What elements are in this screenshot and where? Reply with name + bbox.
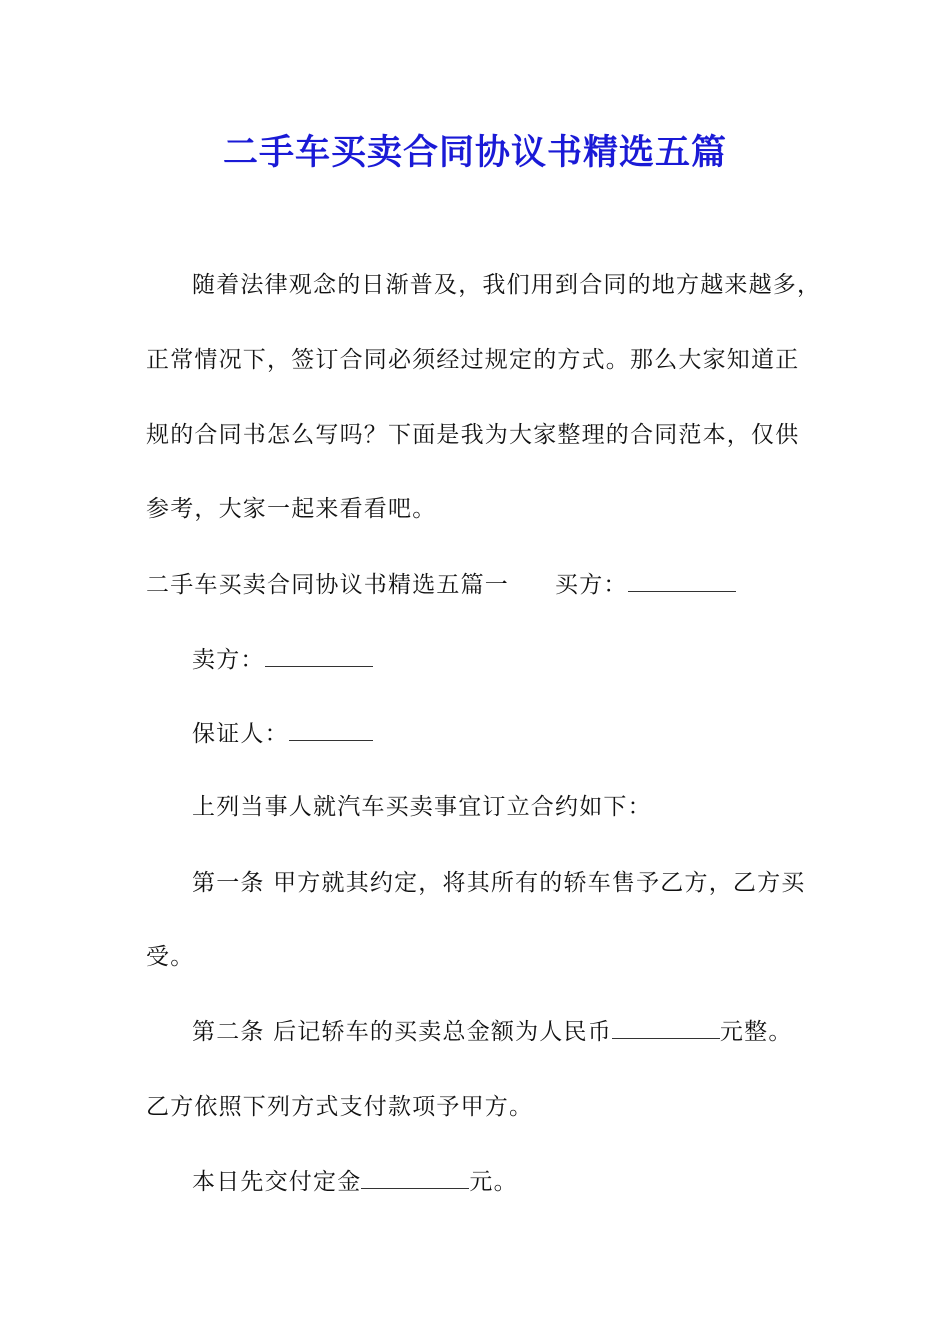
buyer-blank <box>628 569 736 592</box>
section-heading-line <box>146 569 736 599</box>
seller-line <box>192 644 373 674</box>
seller-blank <box>265 644 373 667</box>
deposit-blank <box>361 1166 469 1189</box>
buyer-label: 买方： <box>555 572 628 598</box>
price-blank <box>612 1016 720 1039</box>
guarantor-line <box>192 718 373 748</box>
article1-line-2: 受。 <box>146 944 195 970</box>
intro-line-1: 随着法律观念的日渐普及，我们用到合同的地方越来越多， <box>192 272 822 298</box>
article2-prefix: 第二条 后记轿车的买卖总金额为人民币 <box>192 1019 612 1045</box>
intro-line-2: 正常情况下，签订合同必须经过规定的方式。那么大家知道正 <box>146 347 800 373</box>
article1-line-1: 第一条 甲方就其约定，将其所有的轿车售予乙方，乙方买 <box>192 870 806 896</box>
article2-suffix: 元整。 <box>719 1019 793 1045</box>
deposit-line <box>192 1166 518 1196</box>
deposit-prefix: 本日先交付定金 <box>192 1169 362 1195</box>
document-title: 二手车买卖合同协议书精选五篇 <box>222 133 727 173</box>
article2-line-2: 乙方依照下列方式支付款项予甲方。 <box>146 1094 534 1120</box>
article2-line-1 <box>192 1016 793 1046</box>
agreement-intro: 上列当事人就汽车买卖事宜订立合约如下： <box>192 794 652 820</box>
intro-line-3: 规的合同书怎么写吗？下面是我为大家整理的合同范本，仅供 <box>146 422 800 448</box>
intro-line-4: 参考，大家一起来看看吧。 <box>146 496 437 522</box>
guarantor-label: 保证人： <box>192 721 289 747</box>
seller-label: 卖方： <box>192 647 265 673</box>
deposit-suffix: 元。 <box>469 1169 518 1195</box>
section-heading: 二手车买卖合同协议书精选五篇一 <box>146 572 509 598</box>
guarantor-blank <box>289 718 373 741</box>
